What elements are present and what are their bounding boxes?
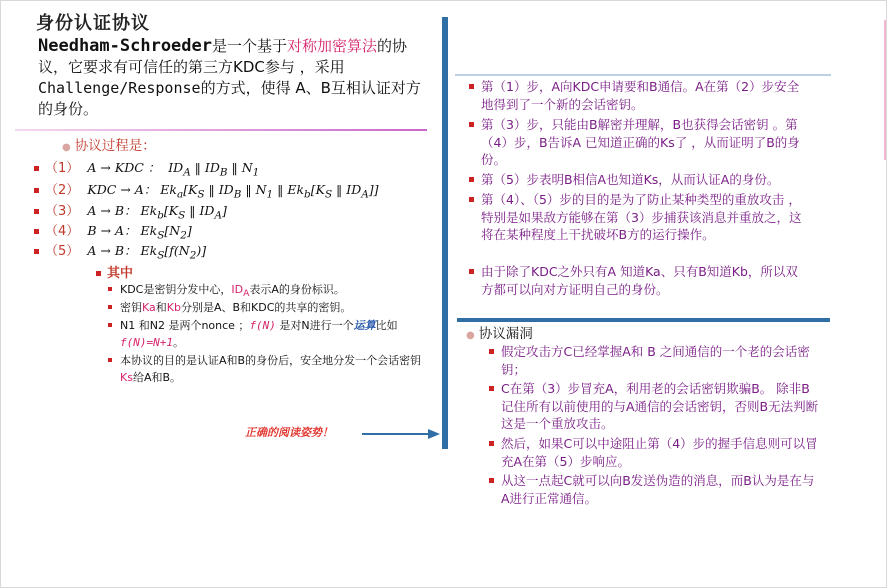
section-divider bbox=[15, 129, 427, 131]
right-point-5: 由于除了KDC之外只有A 知道Ka、只有B知道Kb，所以双方都可以向对方证明自己的身份。 bbox=[469, 263, 809, 298]
note-1: KDC是密钥分发中心，$ID_A$表示A的身份标识。 bbox=[108, 281, 428, 302]
page-title: 身份认证协议 bbox=[36, 13, 150, 34]
note-4: 本协议的目的是认证A和B的身份后，安全地分发一个会话密钥Ks给A和B。 bbox=[108, 352, 428, 386]
intro-protocol-name: Needham-Schroeder bbox=[38, 36, 212, 56]
step-formula: B → A： $Ek_S[N_2]$ bbox=[87, 223, 192, 242]
step-number: （2） bbox=[45, 183, 80, 198]
vuln-point-3: 然后，如果C可以中途阻止第（4）步的握手信息则可以冒充A在第（5）步响应。 bbox=[489, 435, 819, 470]
vuln-point-2: C在第（3）步冒充A，利用老的会话密钥欺骗B。 除非B记住所有以前使用的与A通信的会话密钥，否则B无法判断这是一个重放攻击。 bbox=[489, 380, 819, 433]
intro-challenge-response: Challenge/Response bbox=[38, 79, 201, 97]
step-number: （1） bbox=[45, 161, 80, 176]
process-section bbox=[62, 134, 156, 154]
note-2: 密钥Ka和Kb分别是A、B和KDC的共享的密钥。 bbox=[108, 299, 428, 316]
intro-text-b: 的协议，它要求有可信任的第三方KDC参与 ，采用 bbox=[38, 37, 408, 76]
vertical-divider-bar bbox=[442, 17, 448, 449]
intro-text-c: 的方式，使得 A、B互相认证对方的身份。 bbox=[38, 79, 421, 118]
vuln-point-4: 从这一点起C就可以向B发送伪造的消息，而B认为是在与A进行正常通信。 bbox=[489, 472, 819, 507]
step-formula: A → B： $Ek_S[f(N_2)]$ bbox=[87, 243, 207, 262]
step-1 bbox=[34, 157, 259, 179]
step-formula: KDC → A： $Ek_a[K_S$ ‖ $ID_B$ ‖ $N_1$ ‖ $Ek_b[K_S$ ‖ $ID_A$]] bbox=[87, 182, 379, 201]
vuln-point-1: 假定攻击方C已经掌握A和 B 之间通信的一个老的会话密钥； bbox=[489, 343, 819, 378]
intro-paragraph bbox=[38, 36, 428, 120]
intro-text-a: 是一个基于 bbox=[212, 37, 288, 55]
process-header: ● 协议过程是： bbox=[62, 138, 156, 154]
step-5 bbox=[34, 240, 206, 262]
edge-accent bbox=[884, 20, 886, 160]
step-formula: A → B： $Ek_b[K_S$ ‖ $ID_A$] bbox=[87, 203, 227, 222]
arrow-icon bbox=[362, 428, 440, 440]
qizhong-label: 其中 bbox=[96, 262, 133, 281]
intro-highlight: 对称加密算法 bbox=[287, 37, 378, 55]
right-top-line bbox=[455, 74, 831, 76]
reading-note: 正确的阅读姿势！ bbox=[245, 426, 333, 439]
note-3: N1 和N2 是两个nonce ；f(N) 是对N进行一个运算比如f(N)=N+1。 bbox=[108, 317, 428, 351]
step-number: （3） bbox=[45, 204, 80, 219]
right-point-4: 第（4）、（5）步的目的是为了防止某种类型的重放攻击 ，特别是如果敌方能够在第（3）步捕获该消息并重放之，这将在某种程度上干扰破坏B方的运行操作。 bbox=[469, 191, 809, 244]
right-point-3: 第（5）步表明B相信A也知道Ks，从而认证A的身份。 bbox=[469, 171, 809, 189]
right-point-2: 第（3）步，只能由B解密并理解，B也获得会话密钥 。第（4）步，B告诉A 已知道正确的Ks了 ，从而证明了B的身份。 bbox=[469, 116, 809, 169]
step-4 bbox=[34, 220, 192, 242]
step-formula: A → KDC ： $ID_A$ ‖ $ID_B$ ‖ $N_1$ bbox=[87, 160, 260, 179]
step-3 bbox=[34, 200, 227, 222]
right-point-1: 第（1）步，A向KDC申请要和B通信。A在第（2）步安全地得到了一个新的会话密钥。 bbox=[469, 78, 809, 113]
vulnerability-header: ● 协议漏洞 bbox=[466, 326, 533, 342]
step-number: （4） bbox=[45, 224, 80, 239]
step-2 bbox=[34, 179, 379, 201]
step-number: （5） bbox=[45, 244, 80, 259]
